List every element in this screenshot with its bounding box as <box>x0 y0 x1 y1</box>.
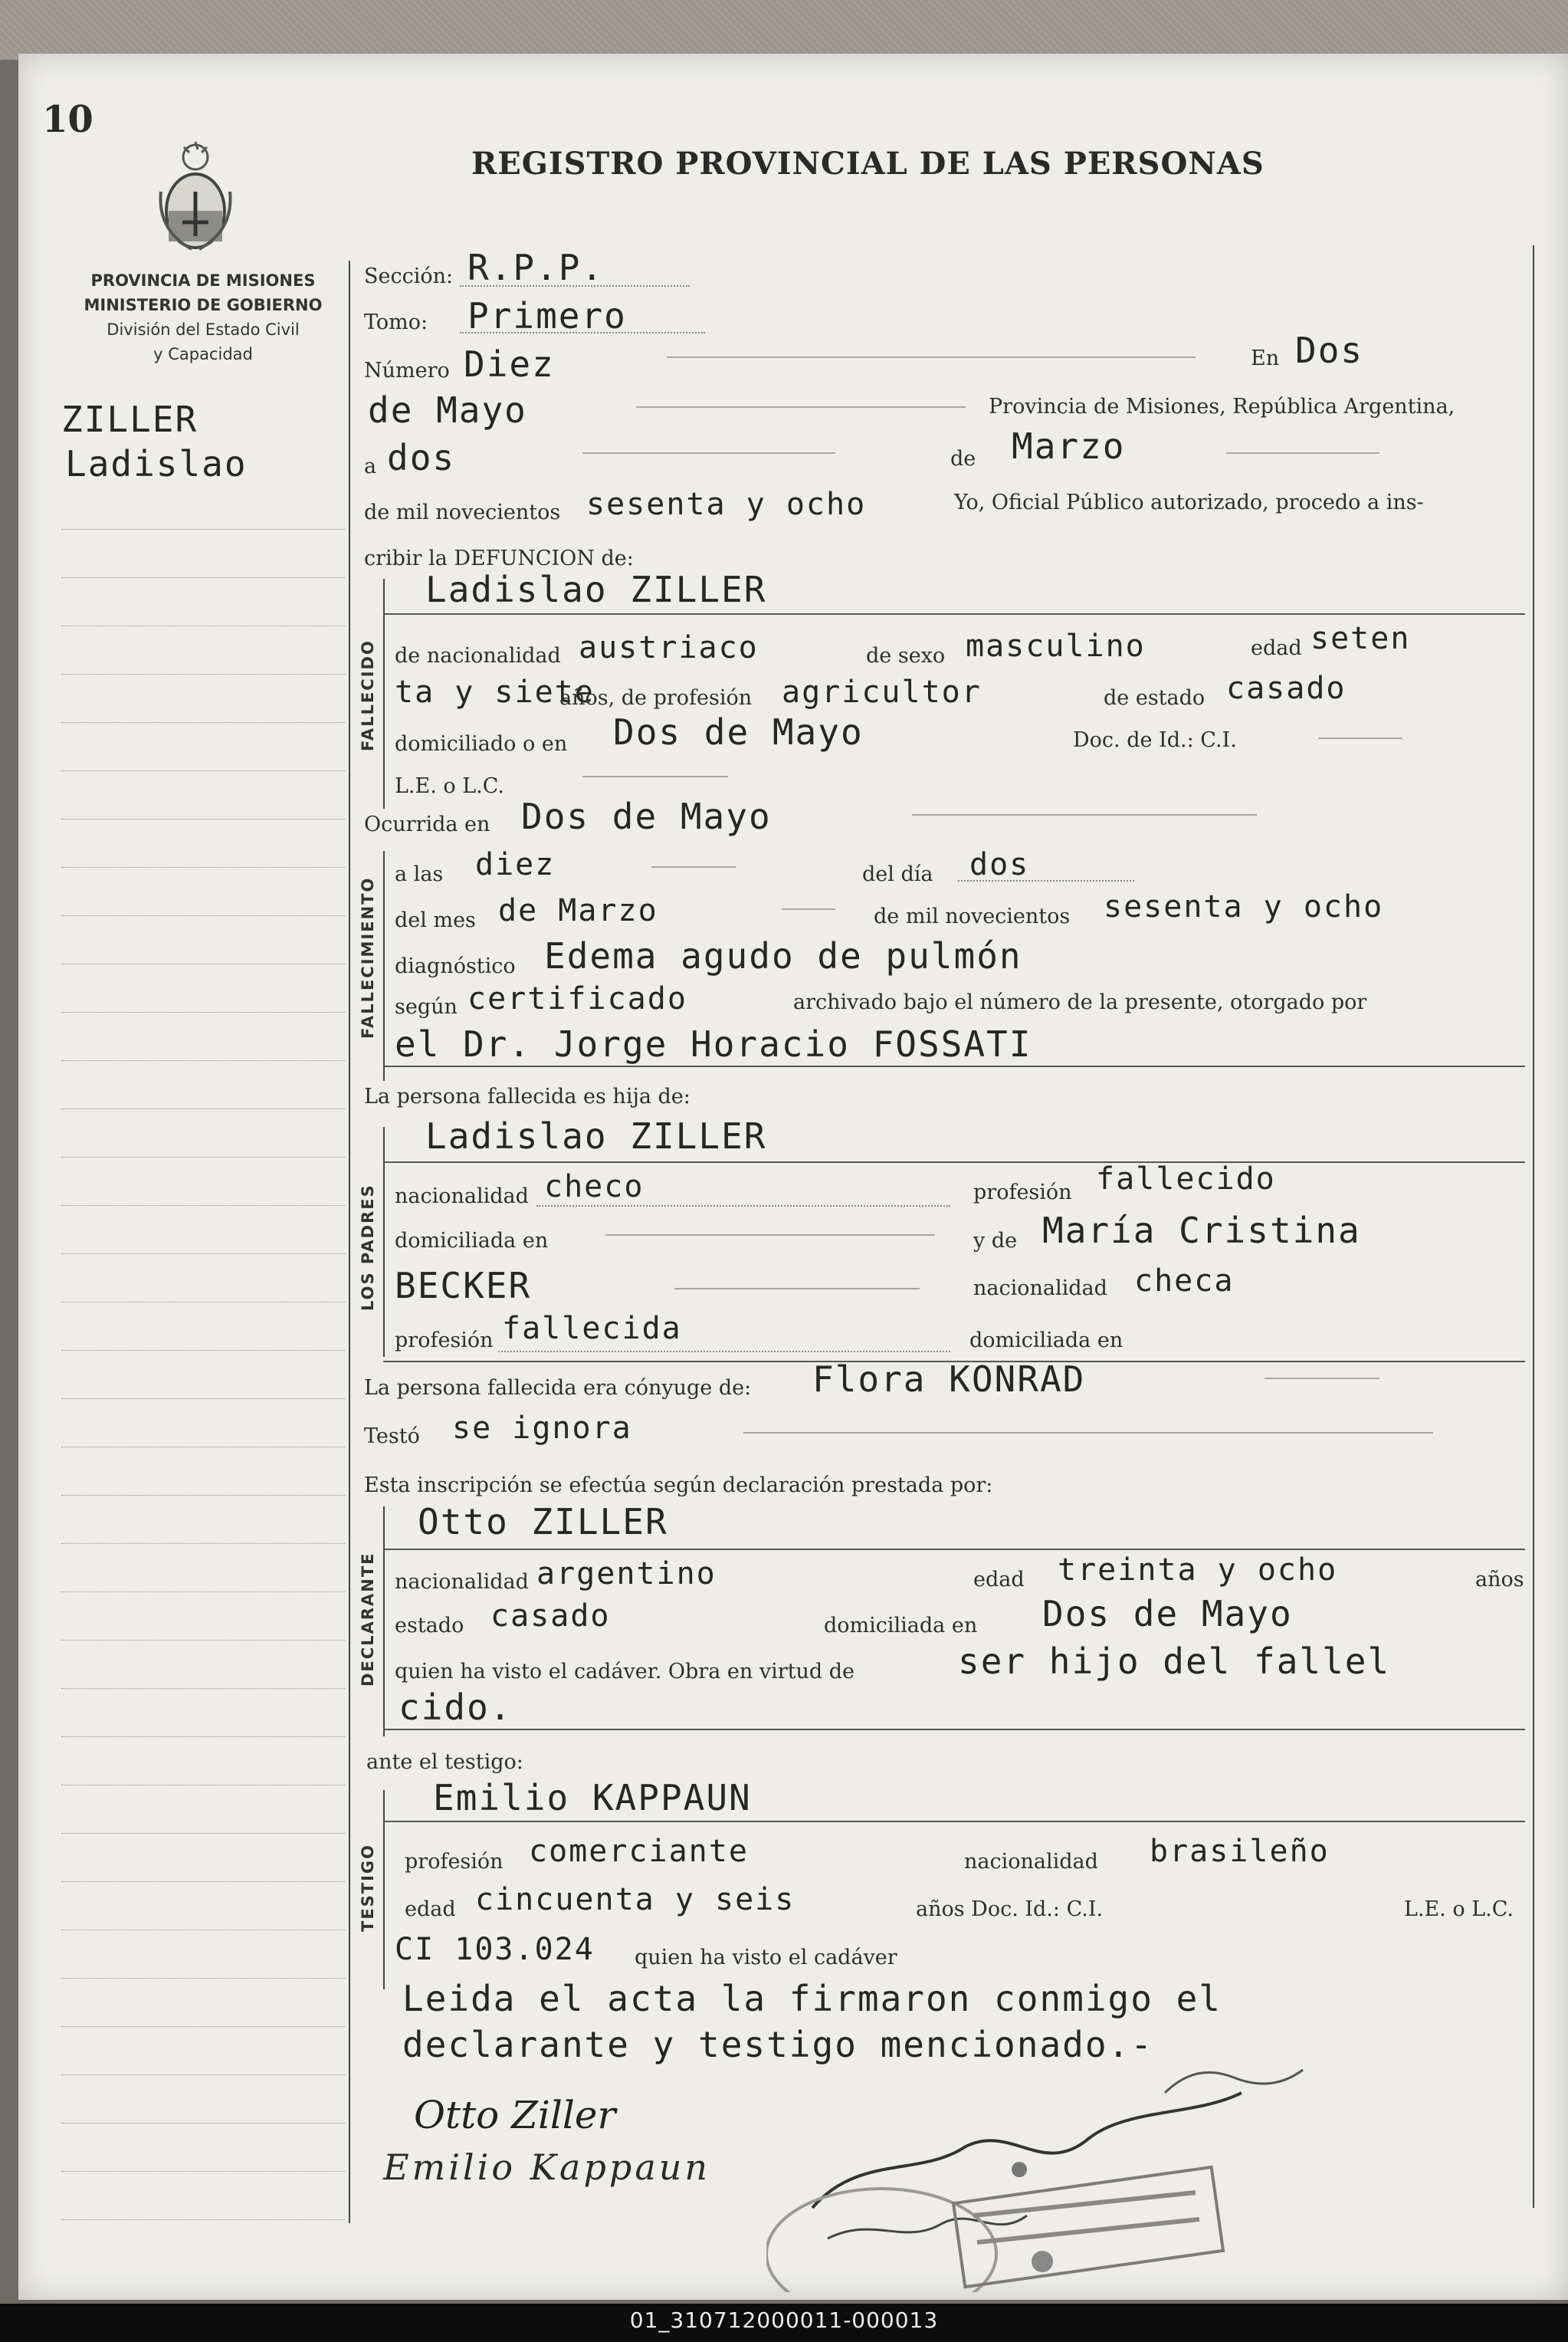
section-label-fallecimiento: FALLECIMIENTO <box>359 876 377 1039</box>
doc-label: Doc. de Id.: C.I. <box>1073 728 1237 752</box>
mes-value: de Marzo <box>498 893 658 928</box>
section-label-fallecido: FALLECIDO <box>359 639 377 751</box>
image-id-label: 01_310712000011-000013 <box>629 2308 939 2333</box>
section-bracket <box>383 1506 385 1736</box>
right-border <box>1533 245 1534 2208</box>
dash-line <box>743 1432 1433 1434</box>
margin-divider <box>349 261 350 2223</box>
margin-ruled-line <box>61 674 345 675</box>
month-value: Marzo <box>1012 425 1126 467</box>
en-label: En <box>1251 347 1280 370</box>
diagnostico-value: Edema agudo de pulmón <box>544 935 1022 977</box>
seccion-label: Sección: <box>364 264 454 288</box>
margin-ruled-line <box>61 2123 345 2124</box>
margin-ruled-line <box>61 1978 345 1979</box>
margin-surname: ZILLER <box>61 399 198 440</box>
declarante-anos-label: años <box>1475 1568 1524 1591</box>
office-line: MINISTERIO DE GOBIERNO <box>84 296 323 314</box>
margin-ruled-line <box>61 1495 345 1496</box>
testo-value: se ignora <box>452 1411 632 1446</box>
ocurrida-value: Dos de Mayo <box>521 796 772 837</box>
margin-ruled-line <box>61 1012 345 1013</box>
y-de-label: y de <box>973 1229 1018 1253</box>
margin-ruled-line <box>61 770 345 771</box>
rule-line <box>383 1549 1525 1550</box>
testigo-le-label: L.E. o L.C. <box>1404 1897 1514 1921</box>
padre-prof-label: profesión <box>973 1181 1072 1204</box>
inscribir-text: cribir la DEFUNCION de: <box>364 547 634 570</box>
ocurrida-label: Ocurrida en <box>364 813 490 836</box>
signature-declarante: Otto Ziller <box>414 2093 616 2137</box>
dash-line <box>1265 1378 1379 1379</box>
province-text: Provincia de Misiones, República Argentina, <box>989 395 1455 419</box>
year-value: sesenta y ocho <box>586 487 867 522</box>
margin-ruled-line <box>61 2026 345 2027</box>
place-value: de Mayo <box>368 389 527 431</box>
section-label-testigo: TESTIGO <box>359 1843 377 1932</box>
section-label-declarante: DECLARANTE <box>359 1552 377 1687</box>
madre-name: María Cristina <box>1042 1210 1361 1251</box>
padre-nac-value: checo <box>544 1169 645 1204</box>
dash-line <box>782 908 835 910</box>
declarante-obra-value-b: cido. <box>399 1687 513 1728</box>
testigo-ci-value: CI 103.024 <box>395 1932 595 1967</box>
dash-line <box>667 356 1196 358</box>
numero-label: Número <box>364 359 450 383</box>
declarante-obra-label: quien ha visto el cadáver. Obra en virtud de <box>395 1660 855 1683</box>
section-bracket <box>383 851 385 1081</box>
margin-ruled-line <box>61 1833 345 1834</box>
conyuge-label: La persona fallecida era cónyuge de: <box>364 1376 752 1400</box>
testo-label: Testó <box>364 1424 420 1448</box>
margin-ruled-line <box>61 2074 345 2075</box>
testigo-prof-value: comerciante <box>529 1834 749 1869</box>
numero-value: Diez <box>464 343 555 385</box>
testigo-name: Emilio KAPPAUN <box>433 1777 752 1818</box>
rule-line <box>383 1161 1525 1163</box>
madre-nac-label: nacionalidad <box>973 1276 1107 1300</box>
official-signature-and-stamp <box>766 2062 1379 2292</box>
declarante-dom-label: domiciliada en <box>824 1614 978 1637</box>
rule-line <box>383 1066 1525 1067</box>
testigo-visto-label: quien ha visto el cadáver <box>635 1946 897 1969</box>
madre-prof-label: profesión <box>395 1329 494 1352</box>
dash-line <box>1318 737 1402 739</box>
padre-prof-value: fallecido <box>1096 1161 1276 1197</box>
dia-label: del día <box>862 862 933 886</box>
anio-value: sesenta y ocho <box>1104 889 1384 925</box>
archivado-text: archivado bajo el número de la presente, otorgado por <box>793 990 1367 1014</box>
margin-ruled-line <box>61 1205 345 1206</box>
padre-name: Ladislao ZILLER <box>425 1115 767 1157</box>
page-number: 10 <box>42 98 93 141</box>
margin-ruled-line <box>61 1060 345 1061</box>
domicilio-label: domiciliado o en <box>395 732 568 756</box>
margin-ruled-line <box>61 1398 345 1399</box>
margin-given-name: Ladislao <box>65 443 248 484</box>
a-label: a <box>364 455 377 478</box>
dash-line <box>605 1234 935 1236</box>
oficial-text: Yo, Oficial Público autorizado, procedo a ins- <box>954 491 1424 514</box>
madre-apellido: BECKER <box>395 1265 532 1306</box>
medico-value: el Dr. Jorge Horacio FOSSATI <box>395 1023 1032 1065</box>
edad-value-b: ta y siete <box>395 675 595 710</box>
sexo-label: de sexo <box>866 644 946 668</box>
nacionalidad-label: de nacionalidad <box>395 644 561 668</box>
dash-line <box>582 776 728 777</box>
page-title: REGISTRO PROVINCIAL DE LAS PERSONAS <box>471 146 1265 182</box>
dash-line <box>912 814 1257 816</box>
madre-prof-value: fallecida <box>502 1311 682 1346</box>
testigo-edad-label: edad <box>405 1897 456 1921</box>
sexo-value: masculino <box>966 629 1146 664</box>
margin-ruled-line <box>61 1543 345 1544</box>
edad-label: edad <box>1251 636 1302 660</box>
margin-ruled-line <box>61 1350 345 1351</box>
tomo-label: Tomo: <box>364 310 428 334</box>
signature-testigo: Emilio Kappaun <box>383 2147 711 2188</box>
dash-line <box>636 406 966 408</box>
margin-ruled-line <box>61 867 345 868</box>
domicilio-value: Dos de Mayo <box>613 711 864 753</box>
closing-line-2: declarante y testigo mencionado.- <box>402 2024 1153 2065</box>
dash-line <box>674 1288 920 1289</box>
declarante-obra-value-a: ser hijo del fallel <box>958 1641 1391 1682</box>
dotted-line <box>958 880 1134 882</box>
en-value: Dos <box>1295 330 1364 371</box>
margin-ruled-line <box>61 2219 345 2220</box>
office-header <box>54 268 353 366</box>
declarante-edad-label: edad <box>973 1568 1025 1591</box>
le-label: L.E. o L.C. <box>395 774 505 798</box>
profesion-value: agricultor <box>782 675 982 710</box>
coat-of-arms-icon <box>153 138 238 253</box>
declarante-estado-label: estado <box>395 1614 464 1637</box>
segun-label: según <box>395 995 458 1019</box>
testigo-doc-label: años Doc. Id.: C.I. <box>916 1897 1104 1921</box>
margin-ruled-line <box>61 1881 345 1882</box>
testigo-edad-value: cincuenta y seis <box>475 1882 795 1917</box>
padres-intro: La persona fallecida es hija de: <box>364 1085 691 1109</box>
declarante-nac-value: argentino <box>536 1556 717 1591</box>
rule-line <box>383 1821 1525 1822</box>
anos-profesion-label: años, de profesión <box>559 686 753 710</box>
year-label: de mil novecientos <box>364 501 561 524</box>
dia-value: dos <box>969 847 1030 882</box>
margin-ruled-line <box>61 819 345 820</box>
madre-nac-value: checa <box>1134 1263 1235 1299</box>
declaracion-text: Esta inscripción se efectúa según declaración prestada por: <box>364 1473 993 1497</box>
declarante-estado-value: casado <box>490 1598 611 1634</box>
margin-ruled-line <box>61 1591 345 1592</box>
fallecido-name: Ladislao ZILLER <box>425 569 767 610</box>
margin-ruled-line <box>61 1157 345 1158</box>
section-label-padres: LOS PADRES <box>359 1184 377 1311</box>
section-bracket <box>383 1790 385 1989</box>
tomo-value: Primero <box>467 295 627 337</box>
book-cover-edge <box>0 0 1568 60</box>
declarante-edad-value: treinta y ocho <box>1058 1552 1338 1588</box>
testigo-nac-label: nacionalidad <box>964 1850 1098 1874</box>
dotted-line <box>498 1351 950 1352</box>
estado-label: de estado <box>1104 686 1206 710</box>
dash-line <box>582 452 835 454</box>
office-line: PROVINCIA DE MISIONES <box>90 271 316 290</box>
margin-ruled-line <box>61 2171 345 2172</box>
anio-label: de mil novecientos <box>874 905 1071 928</box>
declarante-name: Otto ZILLER <box>418 1501 668 1542</box>
testigo-intro: ante el testigo: <box>366 1750 523 1774</box>
mes-label: del mes <box>395 908 476 932</box>
margin-ruled-line <box>61 722 345 723</box>
dotted-line <box>536 1205 950 1207</box>
dotted-line <box>460 285 690 287</box>
margin-ruled-line <box>61 915 345 916</box>
declarante-dom-value: Dos de Mayo <box>1042 1593 1293 1634</box>
padre-dom-label: domiciliada en <box>395 1229 549 1253</box>
office-line: División del Estado Civil <box>107 320 300 339</box>
hora-label: a las <box>395 862 444 886</box>
testigo-prof-label: profesión <box>405 1850 504 1874</box>
estado-value: casado <box>1226 671 1347 706</box>
day-value: dos <box>387 437 456 478</box>
madre-dom-label: domiciliada en <box>969 1329 1124 1352</box>
conyuge-value: Flora KONRAD <box>812 1358 1086 1400</box>
margin-ruled-line <box>61 577 345 578</box>
de-label: de <box>950 447 976 471</box>
dash-line <box>1226 452 1379 454</box>
testigo-nac-value: brasileño <box>1150 1834 1330 1869</box>
margin-ruled-line <box>61 1736 345 1737</box>
padre-nac-label: nacionalidad <box>395 1184 529 1208</box>
dotted-line <box>460 332 705 333</box>
office-line: y Capacidad <box>153 345 253 363</box>
closing-line-1: Leida el acta la firmaron conmigo el <box>402 1978 1222 2019</box>
edad-value-a: seten <box>1310 621 1411 656</box>
declarante-nac-label: nacionalidad <box>395 1570 529 1594</box>
diagnostico-label: diagnóstico <box>395 954 516 978</box>
nacionalidad-value: austriaco <box>579 630 759 665</box>
dash-line <box>651 866 736 868</box>
margin-ruled-line <box>61 529 345 530</box>
seccion-value: R.P.P. <box>467 247 605 288</box>
rule-line <box>383 1729 1525 1730</box>
margin-ruled-line <box>61 1688 345 1689</box>
margin-ruled-line <box>61 1640 345 1641</box>
segun-value: certificado <box>467 981 687 1017</box>
margin-ruled-line <box>61 1253 345 1254</box>
hora-value: diez <box>475 847 556 882</box>
rule-line <box>383 613 1525 615</box>
